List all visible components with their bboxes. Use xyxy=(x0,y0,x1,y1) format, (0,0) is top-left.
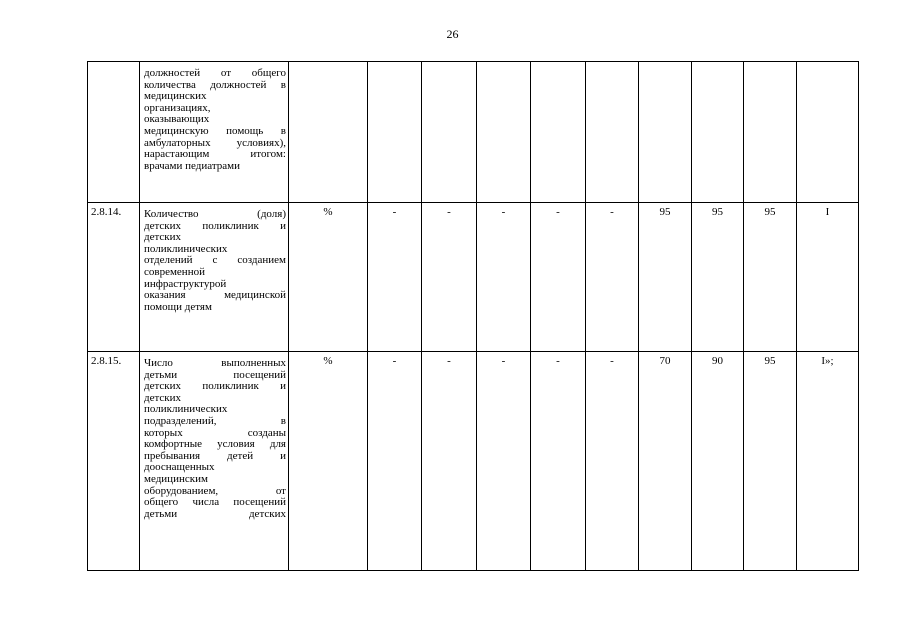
description-line: отделений с созданием xyxy=(144,255,286,267)
unit-cell: % xyxy=(289,203,368,352)
value-cell xyxy=(422,62,477,203)
description-line: общего числа посещений xyxy=(144,497,286,509)
value-cell: - xyxy=(586,203,639,352)
value-cell: 95 xyxy=(692,203,744,352)
page-number: 26 xyxy=(446,27,459,41)
value-cell: 70 xyxy=(639,352,692,571)
table-row xyxy=(88,62,859,203)
row-number-cell: 2.8.14. xyxy=(88,203,140,352)
value-cell: - xyxy=(422,203,477,352)
value-cell: 95 xyxy=(744,352,797,571)
value-cell xyxy=(477,62,531,203)
value-cell xyxy=(744,62,797,203)
value-cell xyxy=(639,62,692,203)
description-line: детских поликлиник и xyxy=(144,381,286,393)
value-cell xyxy=(368,62,422,203)
description-line: подразделений, в xyxy=(144,415,286,427)
value-cell: I»; xyxy=(797,352,859,571)
table-row xyxy=(88,352,859,571)
unit-cell xyxy=(289,62,368,203)
value-cell xyxy=(797,62,859,203)
description-line: Число выполненных xyxy=(144,358,286,369)
description-line: детьми детских xyxy=(144,508,286,520)
description-line: инфраструктурой xyxy=(144,278,227,290)
description-line: врачами педиатрами xyxy=(144,160,241,172)
description-line: Количество (доля) xyxy=(144,209,286,220)
value-cell: - xyxy=(477,352,531,571)
value-cell: 95 xyxy=(744,203,797,352)
unit-cell: % xyxy=(289,352,368,571)
description-line: поликлинических xyxy=(144,243,228,255)
description-line: амбулаторных условиях), xyxy=(144,137,286,149)
value-cell: - xyxy=(531,352,586,571)
description-line: помощи детям xyxy=(144,301,212,313)
description-line: детских xyxy=(144,232,182,244)
value-cell: - xyxy=(368,352,422,571)
value-cell: - xyxy=(368,203,422,352)
description-line: оборудованием, от xyxy=(144,485,286,497)
description-line: оказания медицинской xyxy=(144,290,286,302)
description-line: должностей от общего xyxy=(144,68,286,79)
description-line: организациях, xyxy=(144,102,211,114)
description-line: оказывающих xyxy=(144,114,210,126)
description-line: детских xyxy=(144,392,182,404)
description-line: поликлинических xyxy=(144,404,228,416)
description-line: комфортные условия для xyxy=(144,439,286,451)
value-cell: - xyxy=(477,203,531,352)
description-line: детских поликлиник и xyxy=(144,220,286,232)
value-cell xyxy=(586,62,639,203)
description-cell xyxy=(140,62,289,203)
value-cell: - xyxy=(531,203,586,352)
description-line: нарастающим итогом: xyxy=(144,149,286,161)
row-number-cell xyxy=(88,62,140,203)
value-cell xyxy=(692,62,744,203)
description-cell xyxy=(140,203,289,352)
indicator-table xyxy=(87,61,859,571)
description-line: медицинским xyxy=(144,473,208,485)
table-row xyxy=(88,203,859,352)
value-cell xyxy=(531,62,586,203)
value-cell: - xyxy=(586,352,639,571)
description-line: современной xyxy=(144,266,205,278)
row-number-cell: 2.8.15. xyxy=(88,352,140,571)
description-line: количества должностей в xyxy=(144,79,286,91)
value-cell: 95 xyxy=(639,203,692,352)
value-cell: - xyxy=(422,352,477,571)
value-cell: I xyxy=(797,203,859,352)
description-line: пребывания детей и xyxy=(144,450,286,462)
description-cell xyxy=(140,352,289,571)
description-line: детьми посещений xyxy=(144,369,286,381)
description-line: дооснащенных xyxy=(144,462,215,474)
description-line: которых созданы xyxy=(144,427,286,439)
value-cell: 90 xyxy=(692,352,744,571)
description-line: медицинскую помощь в xyxy=(144,125,286,137)
description-line: медицинских xyxy=(144,91,207,103)
